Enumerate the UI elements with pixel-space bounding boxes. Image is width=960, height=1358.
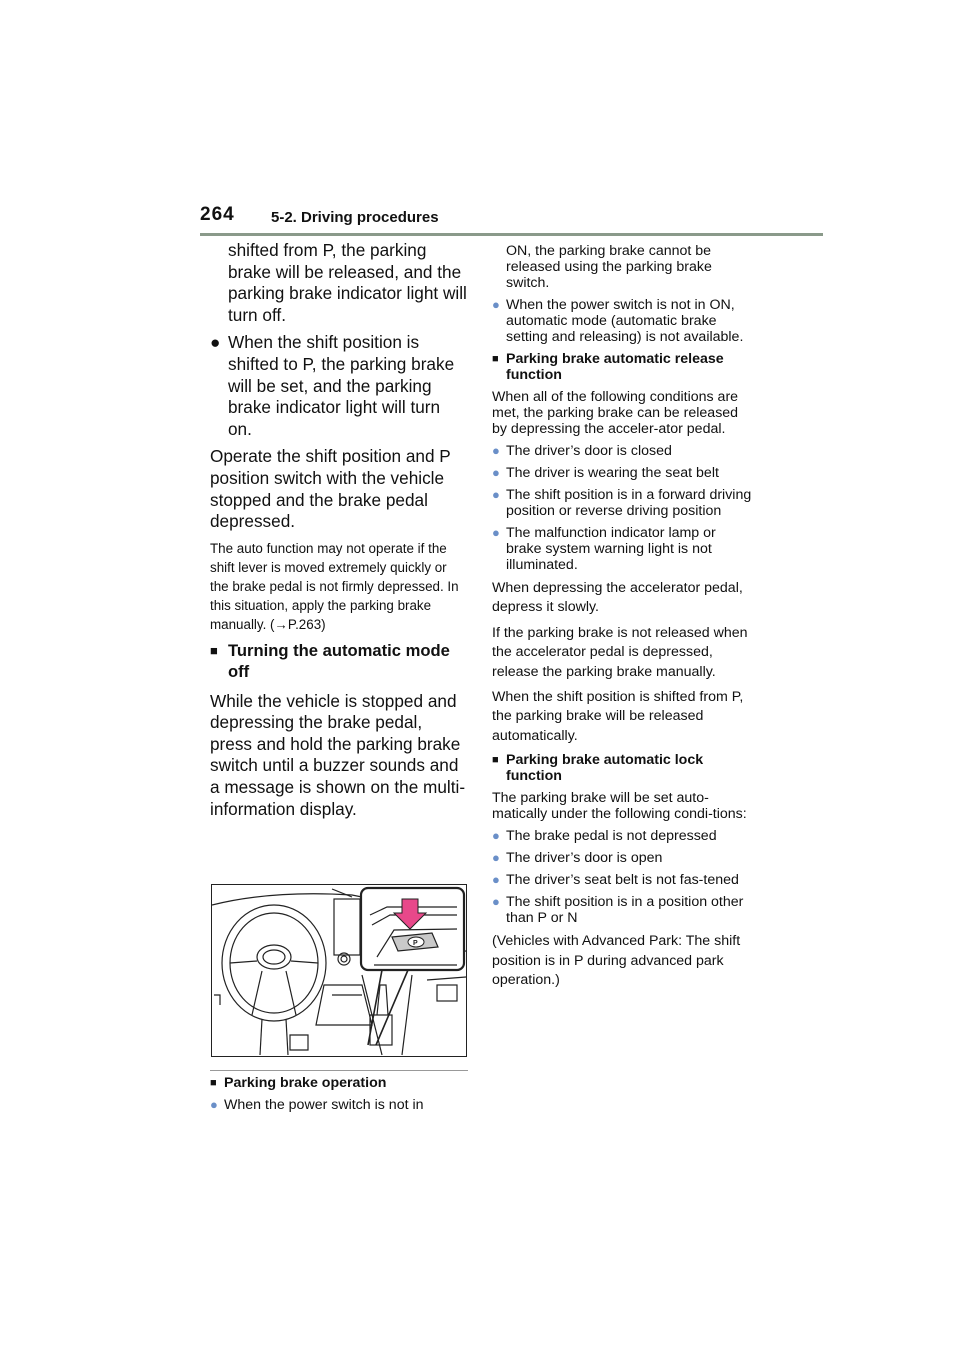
heading-turning-automatic-off (210, 640, 468, 683)
switch-p-symbol: P (413, 940, 418, 947)
circle-bullet-icon: ● (492, 850, 500, 866)
bullet-text: The driver’s door is closed (506, 443, 672, 459)
circle-bullet-icon: ● (492, 872, 500, 888)
lock-door-open (492, 850, 754, 866)
bullet-text: The shift position is in a forward driving position or reverse driving position (506, 487, 752, 519)
turning-off-paragraph: While the vehicle is stopped and depressing the brake pedal, press and hold the parking brake switch until a buzzer sounds and a message is shown on the multi-information display. (210, 690, 466, 819)
header-rule (200, 233, 823, 236)
bullet-shift-to-p (210, 332, 468, 440)
bullet-text: When the power switch is not in (224, 1097, 424, 1113)
bullet-text: The shift position is in a position other than P or N (506, 894, 744, 927)
condition-seat-belt (492, 465, 754, 481)
heading-text: Parking brake automatic lock function (506, 752, 704, 785)
lock-seat-belt (492, 872, 754, 888)
heading-text: Turning the automatic mode off (228, 640, 450, 682)
auto-function-note: The auto function may not operate if the shift lever is moved extremely quickly or the brake pedal is not firmly depressed. In this situation, apply the parking brake manually. (→P.263) (210, 540, 459, 632)
section-title: 5-2. Driving procedures (271, 209, 439, 226)
square-bullet-icon: ■ (210, 642, 218, 658)
left-column (210, 240, 468, 826)
condition-shift-position (492, 487, 754, 519)
figure-rule (210, 1070, 468, 1071)
right-column (492, 243, 754, 996)
bullet-automatic-mode-unavailable (492, 297, 754, 345)
circle-bullet-icon: ● (492, 443, 500, 458)
continued-bullet-text: ON, the parking brake cannot be released using the parking brake switch. (506, 243, 712, 291)
circle-bullet-icon: ● (492, 894, 500, 910)
bullet-text: The driver’s seat belt is not fas-tened (506, 872, 739, 889)
circle-bullet-icon: ● (210, 1097, 218, 1112)
release-manually-paragraph: If the parking brake is not released when the accelerator pedal is depressed, release the parking brake manually. (492, 624, 748, 680)
bullet-power-switch (210, 1097, 468, 1113)
square-bullet-icon: ■ (492, 353, 499, 365)
circle-bullet-icon: ● (492, 828, 500, 844)
bullet-text: The malfunction indicator lamp or brake system warning light is not illuminated. (506, 525, 716, 573)
condition-door-closed (492, 443, 754, 459)
heading-text: Parking brake operation (224, 1075, 387, 1091)
bullet-text: The driver’s door is open (506, 850, 663, 867)
square-bullet-icon: ■ (210, 1077, 217, 1089)
circle-bullet-icon: ● (492, 487, 500, 502)
parking-brake-switch-illustration (211, 884, 467, 1057)
lock-brake-pedal (492, 828, 754, 844)
square-bullet-icon: ■ (492, 754, 499, 767)
bullet-text: The brake pedal is not depressed (506, 828, 717, 845)
operate-paragraph: Operate the shift position and P position switch with the vehicle stopped and the brake pedal depressed. (210, 446, 451, 532)
circle-bullet-icon: ● (492, 297, 500, 312)
bullet-icon: ● (210, 332, 221, 353)
accelerator-slowly-paragraph: When depressing the accelerator pedal, depress it slowly. (492, 580, 743, 616)
page-number: 264 (200, 204, 235, 225)
heading-text: Parking brake automatic release function (506, 351, 724, 383)
bullet-text: The driver is wearing the seat belt (506, 465, 719, 481)
bullet-text: When the power switch is not in ON, automatic mode (automatic brake setting and releasing) is not available. (506, 297, 744, 345)
condition-warning-light (492, 525, 754, 573)
heading-parking-brake-operation (210, 1075, 468, 1091)
lock-shift-position (492, 894, 754, 926)
cockpit-drawing (212, 885, 466, 1056)
release-automatically-paragraph: When the shift position is shifted from P, the parking brake will be released automatically. (492, 689, 744, 744)
lock-conditions-intro: The parking brake will be set auto-matically under the following condi-tions: (492, 790, 747, 823)
left-below-figure (210, 1075, 468, 1119)
advanced-park-paragraph: (Vehicles with Advanced Park: The shift position is in P during advanced park operation.) (492, 933, 741, 989)
circle-bullet-icon: ● (492, 465, 500, 480)
heading-automatic-release (492, 351, 754, 383)
continued-paragraph: shifted from P, the parking brake will be released, and the parking brake indicator light will turn off. (228, 240, 467, 325)
release-conditions-intro: When all of the following conditions are met, the parking brake can be released by depressing the acceler-ator pedal. (492, 389, 739, 437)
circle-bullet-icon: ● (492, 525, 500, 540)
bullet-text: When the shift position is shifted to P, the parking brake will be set, and the parking brake indicator light will turn on. (228, 332, 455, 439)
heading-automatic-lock (492, 752, 754, 784)
